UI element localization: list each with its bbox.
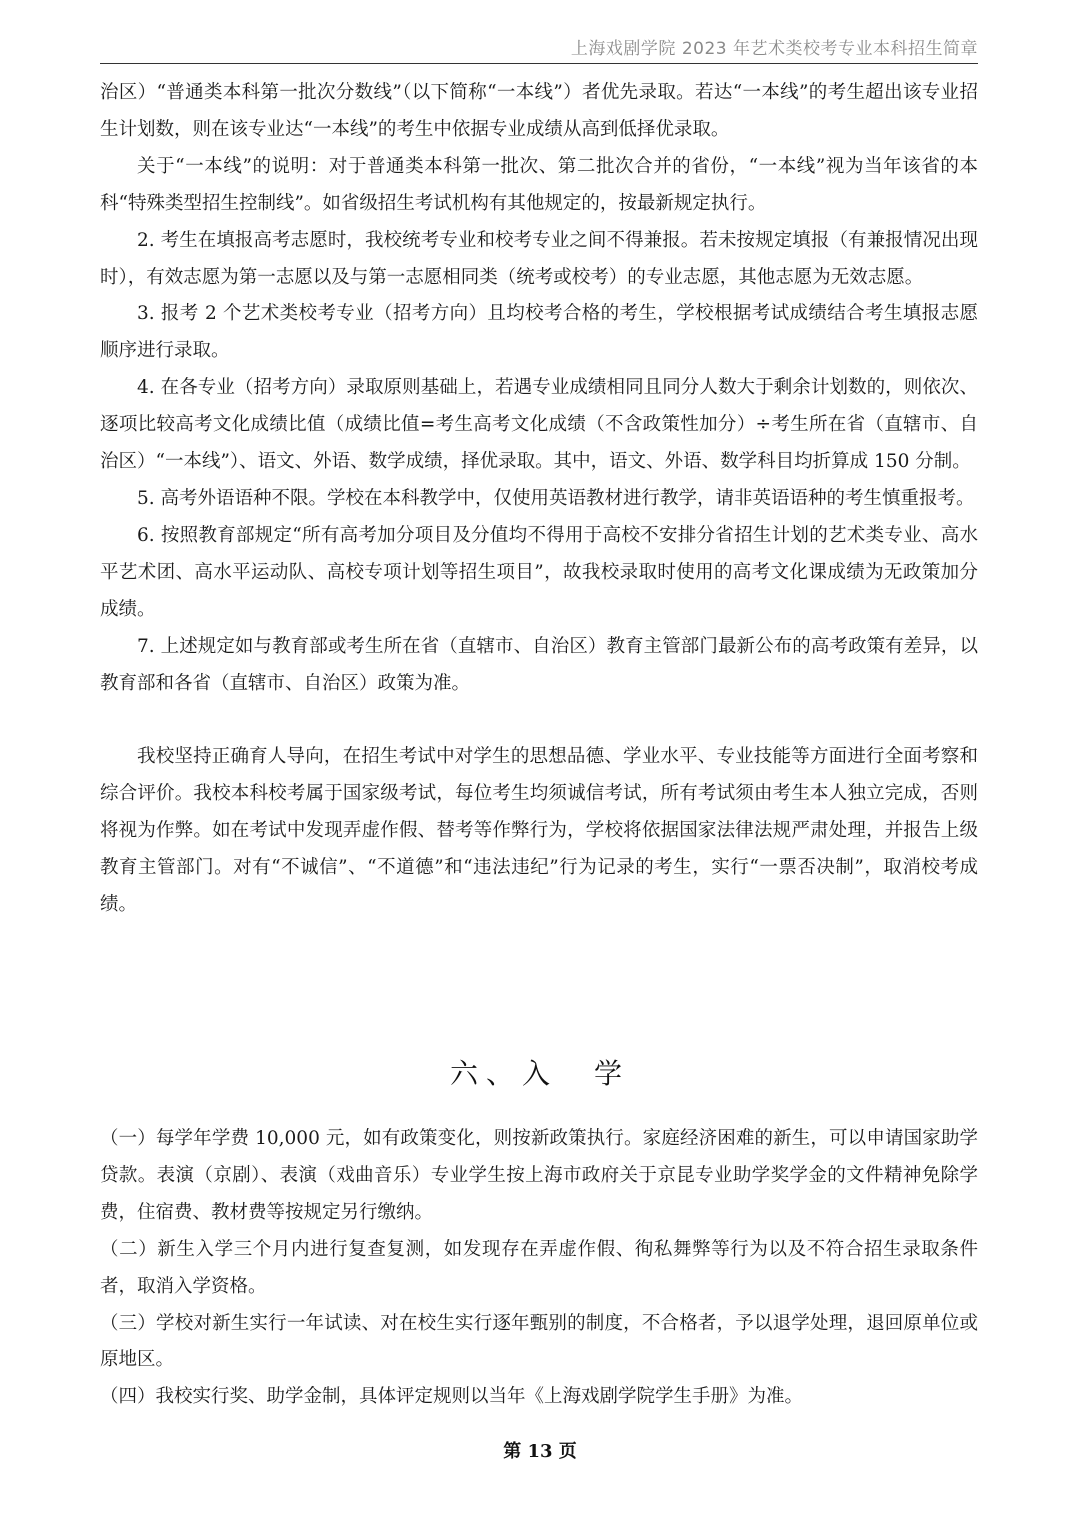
running-header: 上海戏剧学院 2023 年艺术类校考专业本科招生简章 [570, 39, 978, 59]
enrollment-item-4: （四）我校实行奖、助学金制，具体评定规则以当年《上海戏剧学院学生手册》为准。 [100, 1386, 804, 1408]
paragraph-rule-3: 3. 报考 2 个艺术类校考专业（招考方向）且均校考合格的考生，学校根据考试成绩结合考生填报志愿顺序进行录取。 [100, 303, 978, 362]
paragraph-rule-7: 7. 上述规定如与教育部或考生所在省（直辖市、自治区）教育主管部门最新公布的高考政策有差异，以教育部和各省（直辖市、自治区）政策为准。 [100, 635, 978, 694]
enrollment-text [100, 1121, 978, 1416]
paragraph-rule-2: 2. 考生在填报高考志愿时，我校统考专业和校考专业之间不得兼报。若未按规定填报（有兼报情况出现时），有效志愿为第一志愿以及与第一志愿相同类（统考或校考）的专业志愿，其他志愿为无效志愿。 [100, 229, 978, 288]
paragraph-rule-6: 6. 按照教育部规定“所有高考加分项目及分值均不得用于高校不安排分省招生计划的艺术类专业、高水平艺术团、高水平运动队、高校专项计划等招生项目”，故我校录取时使用的高考文化课成绩为无政策加分成绩。 [100, 524, 978, 620]
paragraph-note-yibenxian: 关于“一本线”的说明：对于普通类本科第一批次、第二批次合并的省份，“一本线”视为当年该省的本科“特殊类型招生控制线”。如省级招生考试机构有其他规定的，按最新规定执行。 [100, 155, 978, 214]
enrollment-item-1: （一）每学年学费 10,000 元，如有政策变化，则按新政策执行。家庭经济困难的新生，可以申请国家助学贷款。表演（京剧）、表演（戏曲音乐）专业学生按上海市政府关于京昆专业助学奖学金的文件精神免除学费，住宿费、教材费等按规定另行缴纳。 [100, 1128, 978, 1223]
page-number: 第 13 页 [503, 1441, 577, 1462]
paragraph-rule-5: 5. 高考外语语种不限。学校在本科教学中，仅使用英语教材进行教学，请非英语语种的考生慎重报考。 [137, 487, 975, 509]
paragraph-spacer [100, 702, 978, 739]
paragraph-continuation: 治区）“普通类本科第一批次分数线”（以下简称“一本线”）者优先录取。若达“一本线”的考生超出该专业招生计划数，则在该专业达“一本线”的考生中依据专业成绩从高到低择优录取。 [100, 82, 978, 140]
paragraph-integrity: 我校坚持正确育人导向，在招生考试中对学生的思想品德、学业水平、专业技能等方面进行全面考察和综合评价。我校本科校考属于国家级考试，每位考生均须诚信考试，所有考试须由考生本人独立完成，否则将视为作弊。如在考试中发现弄虚作假、替考等作弊行为，学校将依据国家法律法规严肃处理，并报告上级教育主管部门。对有“不诚信”、“不道德”和“违法违纪”行为记录的考生，实行“一票否决制”，取消校考成绩。 [100, 746, 978, 916]
section-title-enrollment: 六、入 学 [449, 1057, 630, 1090]
header-divider [100, 63, 978, 64]
enrollment-item-2: （二）新生入学三个月内进行复查复测，如发现存在弄虚作假、徇私舞弊等行为以及不符合招生录取条件者，取消入学资格。 [100, 1238, 978, 1297]
enrollment-item-3: （三）学校对新生实行一年试读、对在校生实行逐年甄别的制度，不合格者，予以退学处理，退回原单位或原地区。 [100, 1312, 978, 1371]
paragraph-rule-4: 4. 在各专业（招考方向）录取原则基础上，若遇专业成绩相同且同分人数大于剩余计划数的，则依次、逐项比较高考文化成绩比值（成绩比值=考生高考文化成绩（不含政策性加分）÷考生所在省（直辖市、自治区）“一本线”）、语文、外语、数学成绩，择优录取。其中，语文、外语、数学科目均折算成 150 分制。 [100, 377, 978, 473]
admission-rules-text [100, 75, 978, 924]
